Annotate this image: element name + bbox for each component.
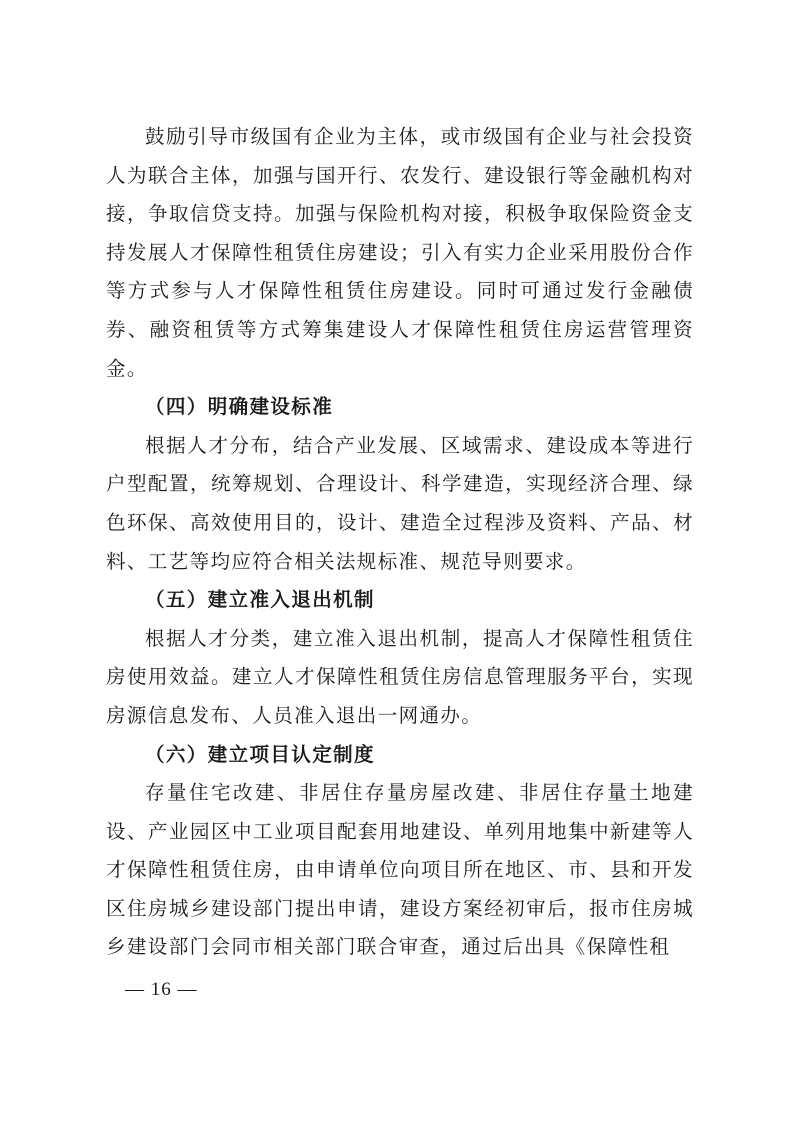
document-body xyxy=(106,118,694,967)
paragraph-construction-standards: 根据人才分布，结合产业发展、区域需求、建设成本等进行户型配置，统筹规划、合理设计、科学建造，实现经济合理、绿色环保、高效使用目的，设计、建造全过程涉及资料、产品、材料、工艺等均应符合相关法规标准、规范导则要求。 xyxy=(106,433,694,573)
paragraph-access-exit: 根据人才分类，建立准入退出机制，提高人才保障性租赁住房使用效益。建立人才保障性租赁住房信息管理服务平台，实现房源信息发布、人员准入退出一网通办。 xyxy=(106,626,694,727)
section-heading-5: （五）建立准入退出机制 xyxy=(145,588,375,612)
section-heading-4: （四）明确建设标准 xyxy=(145,395,334,419)
paragraph-financing: 鼓励引导市级国有企业为主体，或市级国有企业与社会投资人为联合主体，加强与国开行、农发行、建设银行等金融机构对接，争取信贷支持。加强与保险机构对接，积极争取保险资金支持发展人才保障性租赁住房建设；引入有实力企业采用股份合作等方式参与人才保障性租赁住房建设。同时可通过发行金融债券、融资租赁等方式筹集建设人才保障性租赁住房运营管理资金。 xyxy=(106,125,694,380)
page-number: — 16 — xyxy=(125,979,198,1000)
paragraph-project-certification: 存量住宅改建、非居住存量房屋改建、非居住存量土地建设、产业园区中工业项目配套用地建设、单列用地集中新建等人才保障性租赁住房，由申请单位向项目所在地区、市、县和开发区住房城乡建设部门提出申请，建设方案经初审后，报市住房城乡建设部门会同市相关部门联合审查，通过后出具《保障性租 xyxy=(106,781,694,959)
section-heading-6: （六）建立项目认定制度 xyxy=(145,742,375,766)
